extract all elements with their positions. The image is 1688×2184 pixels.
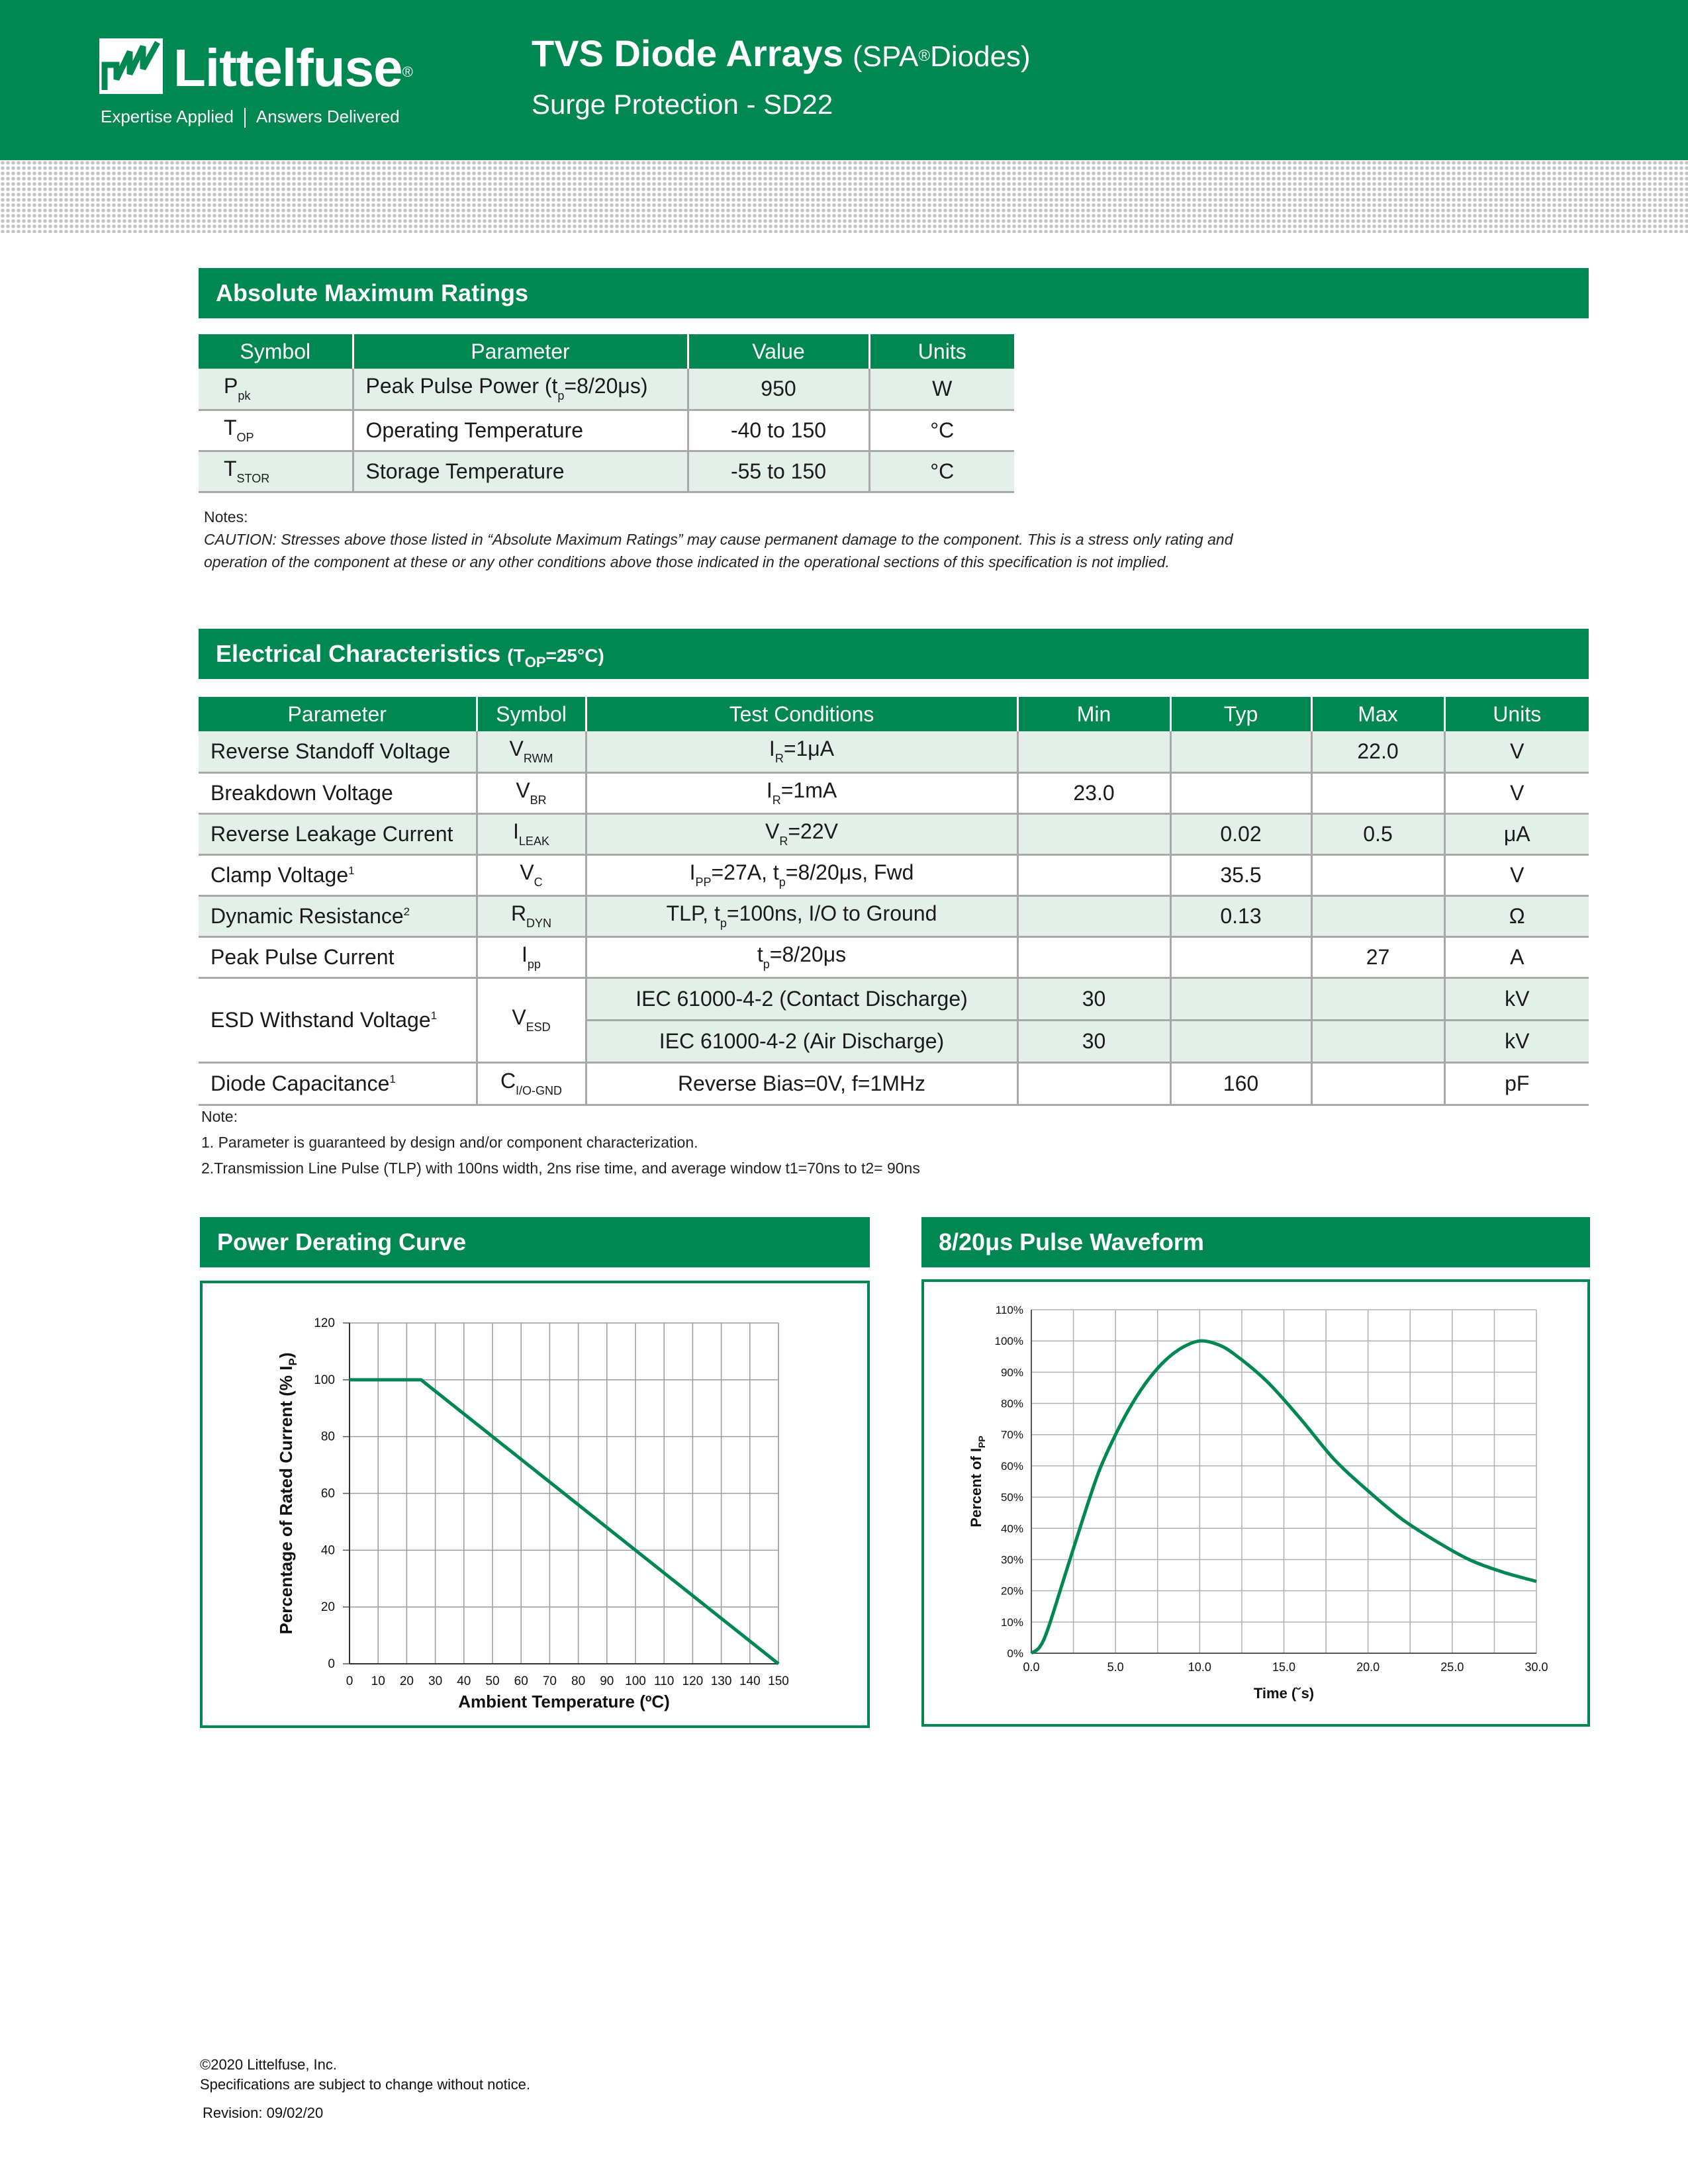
x-tick-label: 10.0 <box>1188 1661 1211 1674</box>
y-tick-label: 100% <box>994 1335 1023 1348</box>
unit-cell: kV <box>1444 978 1589 1020</box>
col-parameter: Parameter <box>199 697 477 731</box>
min-cell <box>1017 1062 1170 1105</box>
parameter-cell: Storage Temperature <box>353 451 688 492</box>
derating-series-line <box>350 1380 778 1664</box>
min-cell <box>1017 936 1170 978</box>
y-tick-label: 90% <box>1000 1366 1023 1379</box>
table-row <box>199 895 1589 936</box>
symbol-cell: $V_{RWM}$ <box>477 731 586 772</box>
x-tick-label: 5.0 <box>1107 1661 1124 1674</box>
typ-cell <box>1170 1020 1311 1062</box>
condition-cell: $I_R=1mA$ <box>586 772 1017 813</box>
brand-tagline: Expertise Applied Answers Delivered <box>101 106 400 128</box>
unit-cell: Ω <box>1444 895 1589 936</box>
notes-label: Notes: <box>204 508 248 525</box>
abs-max-heading: Absolute Maximum Ratings <box>199 268 1589 318</box>
x-tick-label: 0.0 <box>1023 1661 1040 1674</box>
col-max: Max <box>1311 697 1444 731</box>
condition-cell: IEC 61000-4-2 (Contact Discharge) <box>586 978 1017 1020</box>
max-cell: 22.0 <box>1311 731 1444 772</box>
unit-cell: μA <box>1444 813 1589 854</box>
col-typ: Typ <box>1170 697 1311 731</box>
x-tick-label: 10 <box>371 1674 385 1688</box>
x-tick-label: 140 <box>739 1674 761 1688</box>
typ-cell <box>1170 936 1311 978</box>
x-tick-label: 100 <box>625 1674 646 1688</box>
x-tick-label: 50 <box>485 1674 500 1688</box>
typ-cell: 160 <box>1170 1062 1311 1105</box>
parameter-cell: Peak Pulse Current <box>199 936 477 978</box>
unit-cell: W <box>869 369 1014 410</box>
caution-line-1: CAUTION: Stresses above those listed in “Absolute Maximum Ratings” may cause permanent damage to the component. This is a stress only rating and <box>204 531 1233 548</box>
typ-cell <box>1170 978 1311 1020</box>
col-value: Value <box>688 334 869 369</box>
note-1: 1. Parameter is guaranteed by design and/or component characterization. <box>201 1134 698 1151</box>
symbol-cell: $P_{pk}$ <box>199 369 353 410</box>
max-cell <box>1311 772 1444 813</box>
y-tick-label: 0% <box>1007 1647 1023 1660</box>
brand-name: Littelfuse® <box>173 38 412 97</box>
col-units: Units <box>1444 697 1589 731</box>
table-row <box>199 978 1589 1020</box>
typ-cell <box>1170 772 1311 813</box>
min-cell <box>1017 813 1170 854</box>
symbol-cell: $T_{STOR}$ <box>199 451 353 492</box>
derating-chart <box>203 1283 867 1725</box>
symbol-cell: $V_{BR}$ <box>477 772 586 813</box>
elec-heading: Electrical Characteristics $(T_{OP}=25^\circ C)$ <box>199 629 1589 679</box>
x-tick-label: 25.0 <box>1440 1661 1464 1674</box>
table-row <box>199 451 1014 492</box>
min-cell <box>1017 854 1170 895</box>
min-cell: 30 <box>1017 978 1170 1020</box>
unit-cell: V <box>1444 854 1589 895</box>
value-cell: -40 to 150 <box>688 410 869 451</box>
derating-chart-frame <box>200 1281 870 1728</box>
x-axis-label: Time (˘s) <box>1253 1685 1315 1702</box>
table-row <box>199 731 1589 772</box>
symbol-cell: $V_C$ <box>477 854 586 895</box>
min-cell <box>1017 895 1170 936</box>
table-row <box>199 1062 1589 1105</box>
table-row <box>199 936 1589 978</box>
condition-cell: $I_{PP}=27A$, $t_p=8/20\mu s$, Fwd <box>586 854 1017 895</box>
symbol-cell: $R_{DYN}$ <box>477 895 586 936</box>
value-cell: -55 to 150 <box>688 451 869 492</box>
x-tick-label: 40 <box>457 1674 471 1688</box>
parameter-cell: Reverse Standoff Voltage <box>199 731 477 772</box>
table-row <box>199 854 1589 895</box>
notes-label: Note: <box>201 1108 238 1125</box>
min-cell: 23.0 <box>1017 772 1170 813</box>
x-tick-label: 80 <box>571 1674 586 1688</box>
page-title: TVS Diode Arrays (SPA®Diodes) <box>532 32 1031 74</box>
max-cell <box>1311 854 1444 895</box>
x-tick-label: 20.0 <box>1356 1661 1380 1674</box>
max-cell: 0.5 <box>1311 813 1444 854</box>
table-row <box>199 772 1589 813</box>
dot-pattern-divider <box>0 160 1688 233</box>
y-tick-label: 10% <box>1000 1615 1023 1629</box>
x-tick-label: 120 <box>682 1674 704 1688</box>
y-axis-label: Percentage of Rated Current (% $I_P$) <box>276 1352 299 1635</box>
x-tick-label: 30.0 <box>1524 1661 1548 1674</box>
pulse-heading: 8/20μs Pulse Waveform <box>921 1217 1590 1267</box>
typ-cell <box>1170 731 1311 772</box>
x-tick-label: 150 <box>768 1674 789 1688</box>
unit-cell: V <box>1444 772 1589 813</box>
abs-max-header-row <box>199 334 1014 369</box>
y-tick-label: 100 <box>314 1373 335 1387</box>
x-tick-label: 0 <box>346 1674 353 1688</box>
parameter-cell: Operating Temperature <box>353 410 688 451</box>
abs-max-notes <box>204 506 1528 573</box>
max-cell <box>1311 895 1444 936</box>
unit-cell: °C <box>869 451 1014 492</box>
y-tick-label: 120 <box>314 1316 335 1330</box>
y-tick-label: 30% <box>1000 1553 1023 1567</box>
max-cell <box>1311 1020 1444 1062</box>
symbol-cell: $T_{OP}$ <box>199 410 353 451</box>
typ-cell: 0.02 <box>1170 813 1311 854</box>
symbol-cell: $V_{ESD}$ <box>477 978 586 1062</box>
elec-notes <box>201 1104 1525 1181</box>
parameter-cell: Diode Capacitance$^1$ <box>199 1062 477 1105</box>
y-tick-label: 70% <box>1000 1428 1023 1441</box>
symbol-cell: $I_{LEAK}$ <box>477 813 586 854</box>
col-parameter: Parameter <box>353 334 688 369</box>
symbol-cell: $I_{pp}$ <box>477 936 586 978</box>
footer-revision: Revision: 09/02/20 <box>203 2105 324 2121</box>
unit-cell: kV <box>1444 1020 1589 1062</box>
pulse-chart <box>924 1282 1587 1724</box>
pulse-chart-frame <box>921 1279 1590 1727</box>
table-row <box>199 410 1014 451</box>
note-2: 2.Transmission Line Pulse (TLP) with 100ns width, 2ns rise time, and average window t1=70ns to t2= 90ns <box>201 1160 920 1177</box>
col-units: Units <box>869 334 1014 369</box>
y-tick-label: 40% <box>1000 1522 1023 1535</box>
footer-copyright: ©2020 Littelfuse, Inc. <box>200 2056 338 2073</box>
unit-cell: °C <box>869 410 1014 451</box>
y-tick-label: 0 <box>328 1657 335 1671</box>
unit-cell: V <box>1444 731 1589 772</box>
x-tick-label: 15.0 <box>1272 1661 1296 1674</box>
col-symbol: Symbol <box>199 334 353 369</box>
page-subtitle: Surge Protection - SD22 <box>532 89 833 120</box>
min-cell: 30 <box>1017 1020 1170 1062</box>
y-tick-label: 20% <box>1000 1584 1023 1598</box>
elec-table <box>199 697 1589 1106</box>
col-symbol: Symbol <box>477 697 586 731</box>
parameter-cell: Peak Pulse Power $(t_p=8/20\mu s)$ <box>353 369 688 410</box>
y-tick-label: 50% <box>1000 1491 1023 1504</box>
x-tick-label: 110 <box>654 1674 675 1688</box>
condition-cell: $V_R=22V$ <box>586 813 1017 854</box>
col-test-conditions: Test Conditions <box>586 697 1017 731</box>
condition-cell: Reverse Bias=0V, f=1MHz <box>586 1062 1017 1105</box>
x-tick-label: 60 <box>514 1674 528 1688</box>
x-axis-label: Ambient Temperature (ºC) <box>458 1692 670 1711</box>
y-tick-label: 60 <box>320 1486 335 1501</box>
x-tick-label: 30 <box>428 1674 443 1688</box>
elec-header-row <box>199 697 1589 731</box>
x-tick-label: 130 <box>710 1674 732 1688</box>
min-cell <box>1017 731 1170 772</box>
max-cell <box>1311 978 1444 1020</box>
page-header <box>0 0 1688 160</box>
col-min: Min <box>1017 697 1170 731</box>
derating-heading: Power Derating Curve <box>200 1217 870 1267</box>
x-tick-label: 90 <box>600 1674 614 1688</box>
y-tick-label: 110% <box>995 1304 1023 1316</box>
x-tick-label: 20 <box>399 1674 414 1688</box>
y-axis-label: Percent of $I_{PP}$ <box>968 1435 987 1527</box>
parameter-cell: Clamp Voltage$^1$ <box>199 854 477 895</box>
condition-cell: $t_p=8/20\mu s$ <box>586 936 1017 978</box>
unit-cell: A <box>1444 936 1589 978</box>
symbol-cell: $C_{I/O-GND}$ <box>477 1062 586 1105</box>
x-tick-label: 70 <box>542 1674 557 1688</box>
footer-disclaimer: Specifications are subject to change without notice. <box>200 2076 530 2093</box>
parameter-cell: ESD Withstand Voltage$^1$ <box>199 978 477 1062</box>
typ-cell: 0.13 <box>1170 895 1311 936</box>
y-tick-label: 60% <box>1000 1459 1023 1473</box>
abs-max-table <box>199 334 1014 493</box>
y-tick-label: 20 <box>320 1600 335 1615</box>
caution-line-2: operation of the component at these or any other conditions above those indicated in the operational sections of this specification is not implied. <box>204 553 1170 570</box>
value-cell: 950 <box>688 369 869 410</box>
table-row <box>199 813 1589 854</box>
y-tick-label: 40 <box>320 1543 335 1558</box>
y-tick-label: 80 <box>320 1430 335 1444</box>
unit-cell: pF <box>1444 1062 1589 1105</box>
parameter-cell: Reverse Leakage Current <box>199 813 477 854</box>
condition-cell: $I_R=1\mu A$ <box>586 731 1017 772</box>
littelfuse-logo-icon <box>99 38 163 94</box>
y-tick-label: 80% <box>1000 1397 1023 1410</box>
typ-cell: 35.5 <box>1170 854 1311 895</box>
max-cell: 27 <box>1311 936 1444 978</box>
condition-cell: IEC 61000-4-2 (Air Discharge) <box>586 1020 1017 1062</box>
table-row <box>199 369 1014 410</box>
max-cell <box>1311 1062 1444 1105</box>
parameter-cell: Breakdown Voltage <box>199 772 477 813</box>
condition-cell: TLP, $t_p=100ns$, I/O to Ground <box>586 895 1017 936</box>
parameter-cell: Dynamic Resistance$^2$ <box>199 895 477 936</box>
